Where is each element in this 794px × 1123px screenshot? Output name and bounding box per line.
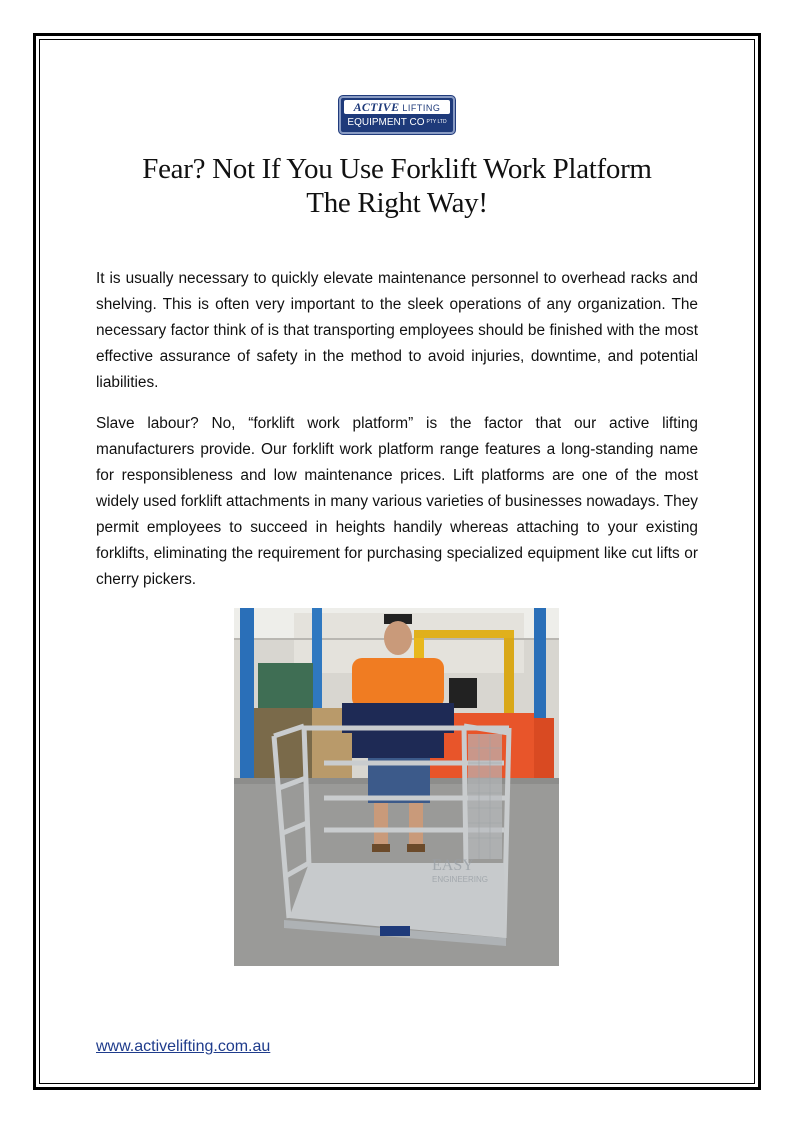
logo-bottom-band — [341, 115, 453, 130]
logo-equipment-text: EQUIPMENT CO — [347, 117, 425, 129]
body-paragraph-1: It is usually necessary to quickly elevate maintenance personnel to overhead racks and shelving. This is often very important to the sleek operations of any organization. The necessary factor think of is that transporting employees should be finished with the most effective assurance of safety in the method to avoid injuries, downtime, and potential liabilities. — [96, 270, 698, 391]
logo-lifting-text: LIFTING — [402, 103, 441, 113]
logo-top-band — [344, 100, 450, 114]
photo-watermark-line-2: ENGINEERING — [432, 875, 489, 884]
footer-website-link[interactable]: www.activelifting.com.au — [96, 1038, 271, 1055]
forklift-platform-photo — [234, 608, 559, 966]
logo-active-text: ACTIVE — [353, 100, 400, 114]
logo-suffix-text: PTY LTD — [426, 119, 447, 125]
title-line-2: The Right Way! — [306, 187, 488, 219]
photo-watermark-line-1: EASY — [432, 857, 474, 874]
title-line-1: Fear? Not If You Use Forklift Work Platform — [142, 153, 652, 185]
page-title — [96, 152, 698, 220]
body-paragraph-2: Slave labour? No, “forklift work platform” is the factor that our active lifting manufacturers provide. Our forklift work platform range features a long-standing name for responsibleness and low maintenance prices. Lift platforms are one of the most widely used forklift attachments in many various varieties of businesses nowadays. They permit employees to succeed in heights handily whereas attaching to your existing forklifts, eliminating the requirement for purchasing specialized equipment like cut lifts or cherry pickers. — [96, 415, 698, 588]
company-logo — [339, 96, 455, 134]
